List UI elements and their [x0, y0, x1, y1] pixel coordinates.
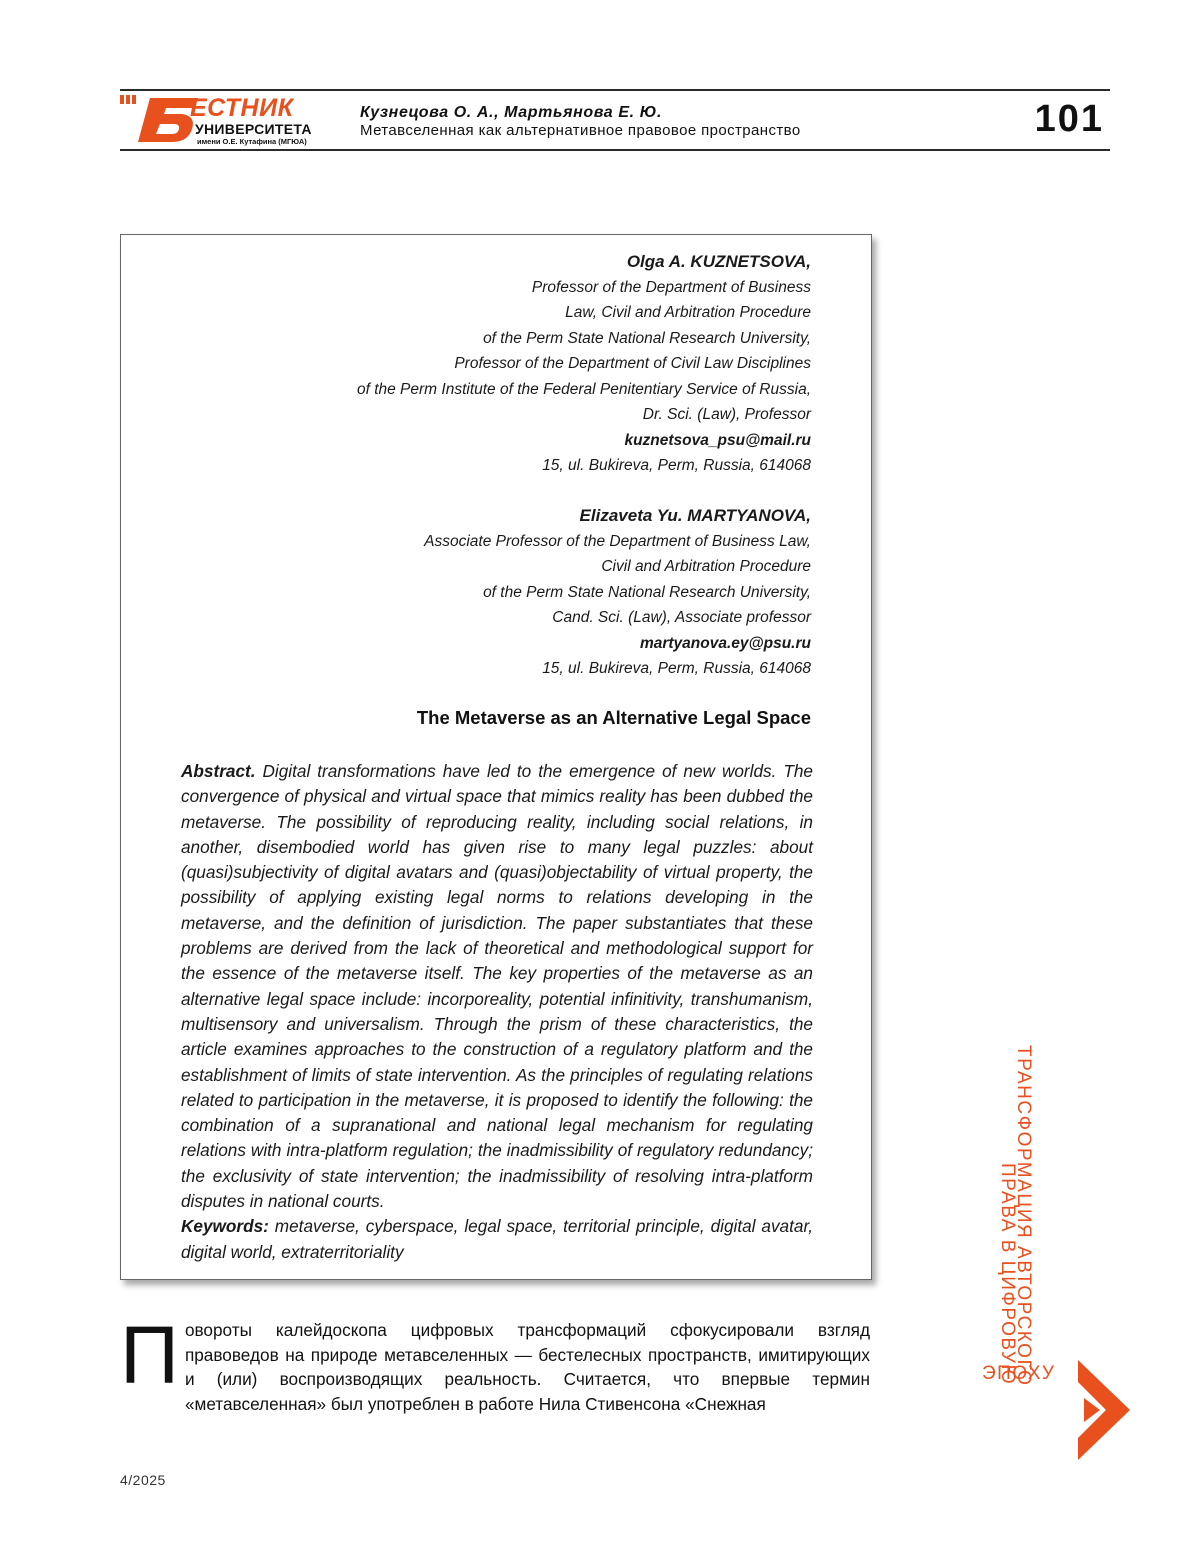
author-block-1 [357, 249, 811, 479]
logo-subtitle: имени О.Е. Кутафина (МГЮА) [197, 137, 307, 146]
section-label [1000, 1045, 1060, 1425]
author-affiliation-line: of the Perm State National Research University, [357, 326, 811, 352]
logo-word: ЕСТНИК [190, 94, 293, 123]
author-address: 15, ul. Bukireva, Perm, Russia, 614068 [357, 453, 811, 479]
drop-cap: П [120, 1320, 179, 1392]
paper-title: The Metaverse as an Alternative Legal Space [417, 707, 811, 729]
author-address: 15, ul. Bukireva, Perm, Russia, 614068 [424, 656, 811, 682]
page-number: 101 [1035, 98, 1104, 141]
article-body [120, 1318, 870, 1416]
section-arrow-icon [1072, 1360, 1132, 1460]
author-name: Olga A. KUZNETSOVA, [357, 249, 811, 275]
abstract-box [120, 234, 872, 1280]
author-affiliation-line: Professor of the Department of Business [357, 275, 811, 301]
running-head-authors: Кузнецова О. А., Мартьянова Е. Ю. [360, 104, 662, 122]
abstract-text [181, 759, 813, 1265]
keywords-label: Keywords: [181, 1216, 269, 1236]
keywords-list: metaverse, cyberspace, legal space, territorial principle, digital avatar, digital world, extraterritoriality [181, 1216, 813, 1261]
author-affiliation-line: Associate Professor of the Department of Business Law, [424, 529, 811, 555]
author-affiliation-line: of the Perm Institute of the Federal Penitentiary Service of Russia, [357, 377, 811, 403]
author-affiliation-line: of the Perm State National Research University, [424, 580, 811, 606]
section-label-line-1: ТРАНСФОРМАЦИЯ АВТОРСКОГО [1012, 1045, 1034, 1386]
issue-number: 4/2025 [120, 1472, 166, 1488]
author-email-link[interactable]: kuznetsova_psu@mail.ru [357, 428, 811, 454]
header-bottom-rule [120, 149, 1110, 151]
logo-university: УНИВЕРСИТЕТА [195, 121, 312, 137]
running-head-title: Метавселенная как альтернативное правовое пространство [360, 122, 801, 139]
section-label-line-3: ЭПОХУ [982, 1363, 1055, 1385]
author-affiliation-line: Law, Civil and Arbitration Procedure [357, 300, 811, 326]
abstract-body: Digital transformations have led to the emergence of new worlds. The convergence of physical and virtual space that mimics reality has been dubbed the metaverse. The possibility of reproducing reality, including social relations, in another, disembodied world has given rise to many legal puzzles: about (quasi)subjectivity of digital avatars and (quasi)objectability of virtual property, the possibility of applying existing legal norms to relations developing in the metaverse, and the definition of jurisdiction. The paper substantiates that these problems are derived from the lack of theoretical and methodological support for the essence of the metaverse itself. The key properties of the metaverse as an alternative legal space include: incorporeality, potential infinitivity, transhumanism, multisensory and universalism. Through the prism of these characteristics, the article examines approaches to the construction of a regulatory platform and the establishment of limits of state intervention. As the principles of regulating relations related to participation in the metaverse, it is proposed to identify the following: the combination of a supranational and national legal mechanism for regulating relations with intra-platform regulation; the inadmissibility of regulatory redundancy; the exclusivity of state intervention; the inadmissibility of resolving intra-platform disputes in national courts. [181, 761, 813, 1211]
author-affiliation-line: Civil and Arbitration Procedure [424, 554, 811, 580]
journal-logo [120, 92, 320, 148]
abstract-label: Abstract. [181, 761, 256, 781]
body-paragraph: овороты калейдоскопа цифровых трансформаций сфокусировали взгляд правоведов на природе метавселенных — бестелесных пространств, имитирующих и (или) воспроизводящих реальность. Считается, что впервые термин «метавселенная» был употреблен в работе Нила Стивенсона «Снежная [185, 1320, 870, 1414]
section-label-line-2: ПРАВА В ЦИФРОВУЮ [996, 1163, 1018, 1385]
logo-b-icon [120, 92, 200, 148]
author-email-link[interactable]: martyanova.ey@psu.ru [424, 631, 811, 657]
header-top-rule [120, 89, 1110, 91]
author-block-2 [424, 503, 811, 682]
author-degree-line: Cand. Sci. (Law), Associate professor [424, 605, 811, 631]
author-name: Elizaveta Yu. MARTYANOVA, [424, 503, 811, 529]
author-affiliation-line: Professor of the Department of Civil Law Disciplines [357, 351, 811, 377]
author-degree-line: Dr. Sci. (Law), Professor [357, 402, 811, 428]
